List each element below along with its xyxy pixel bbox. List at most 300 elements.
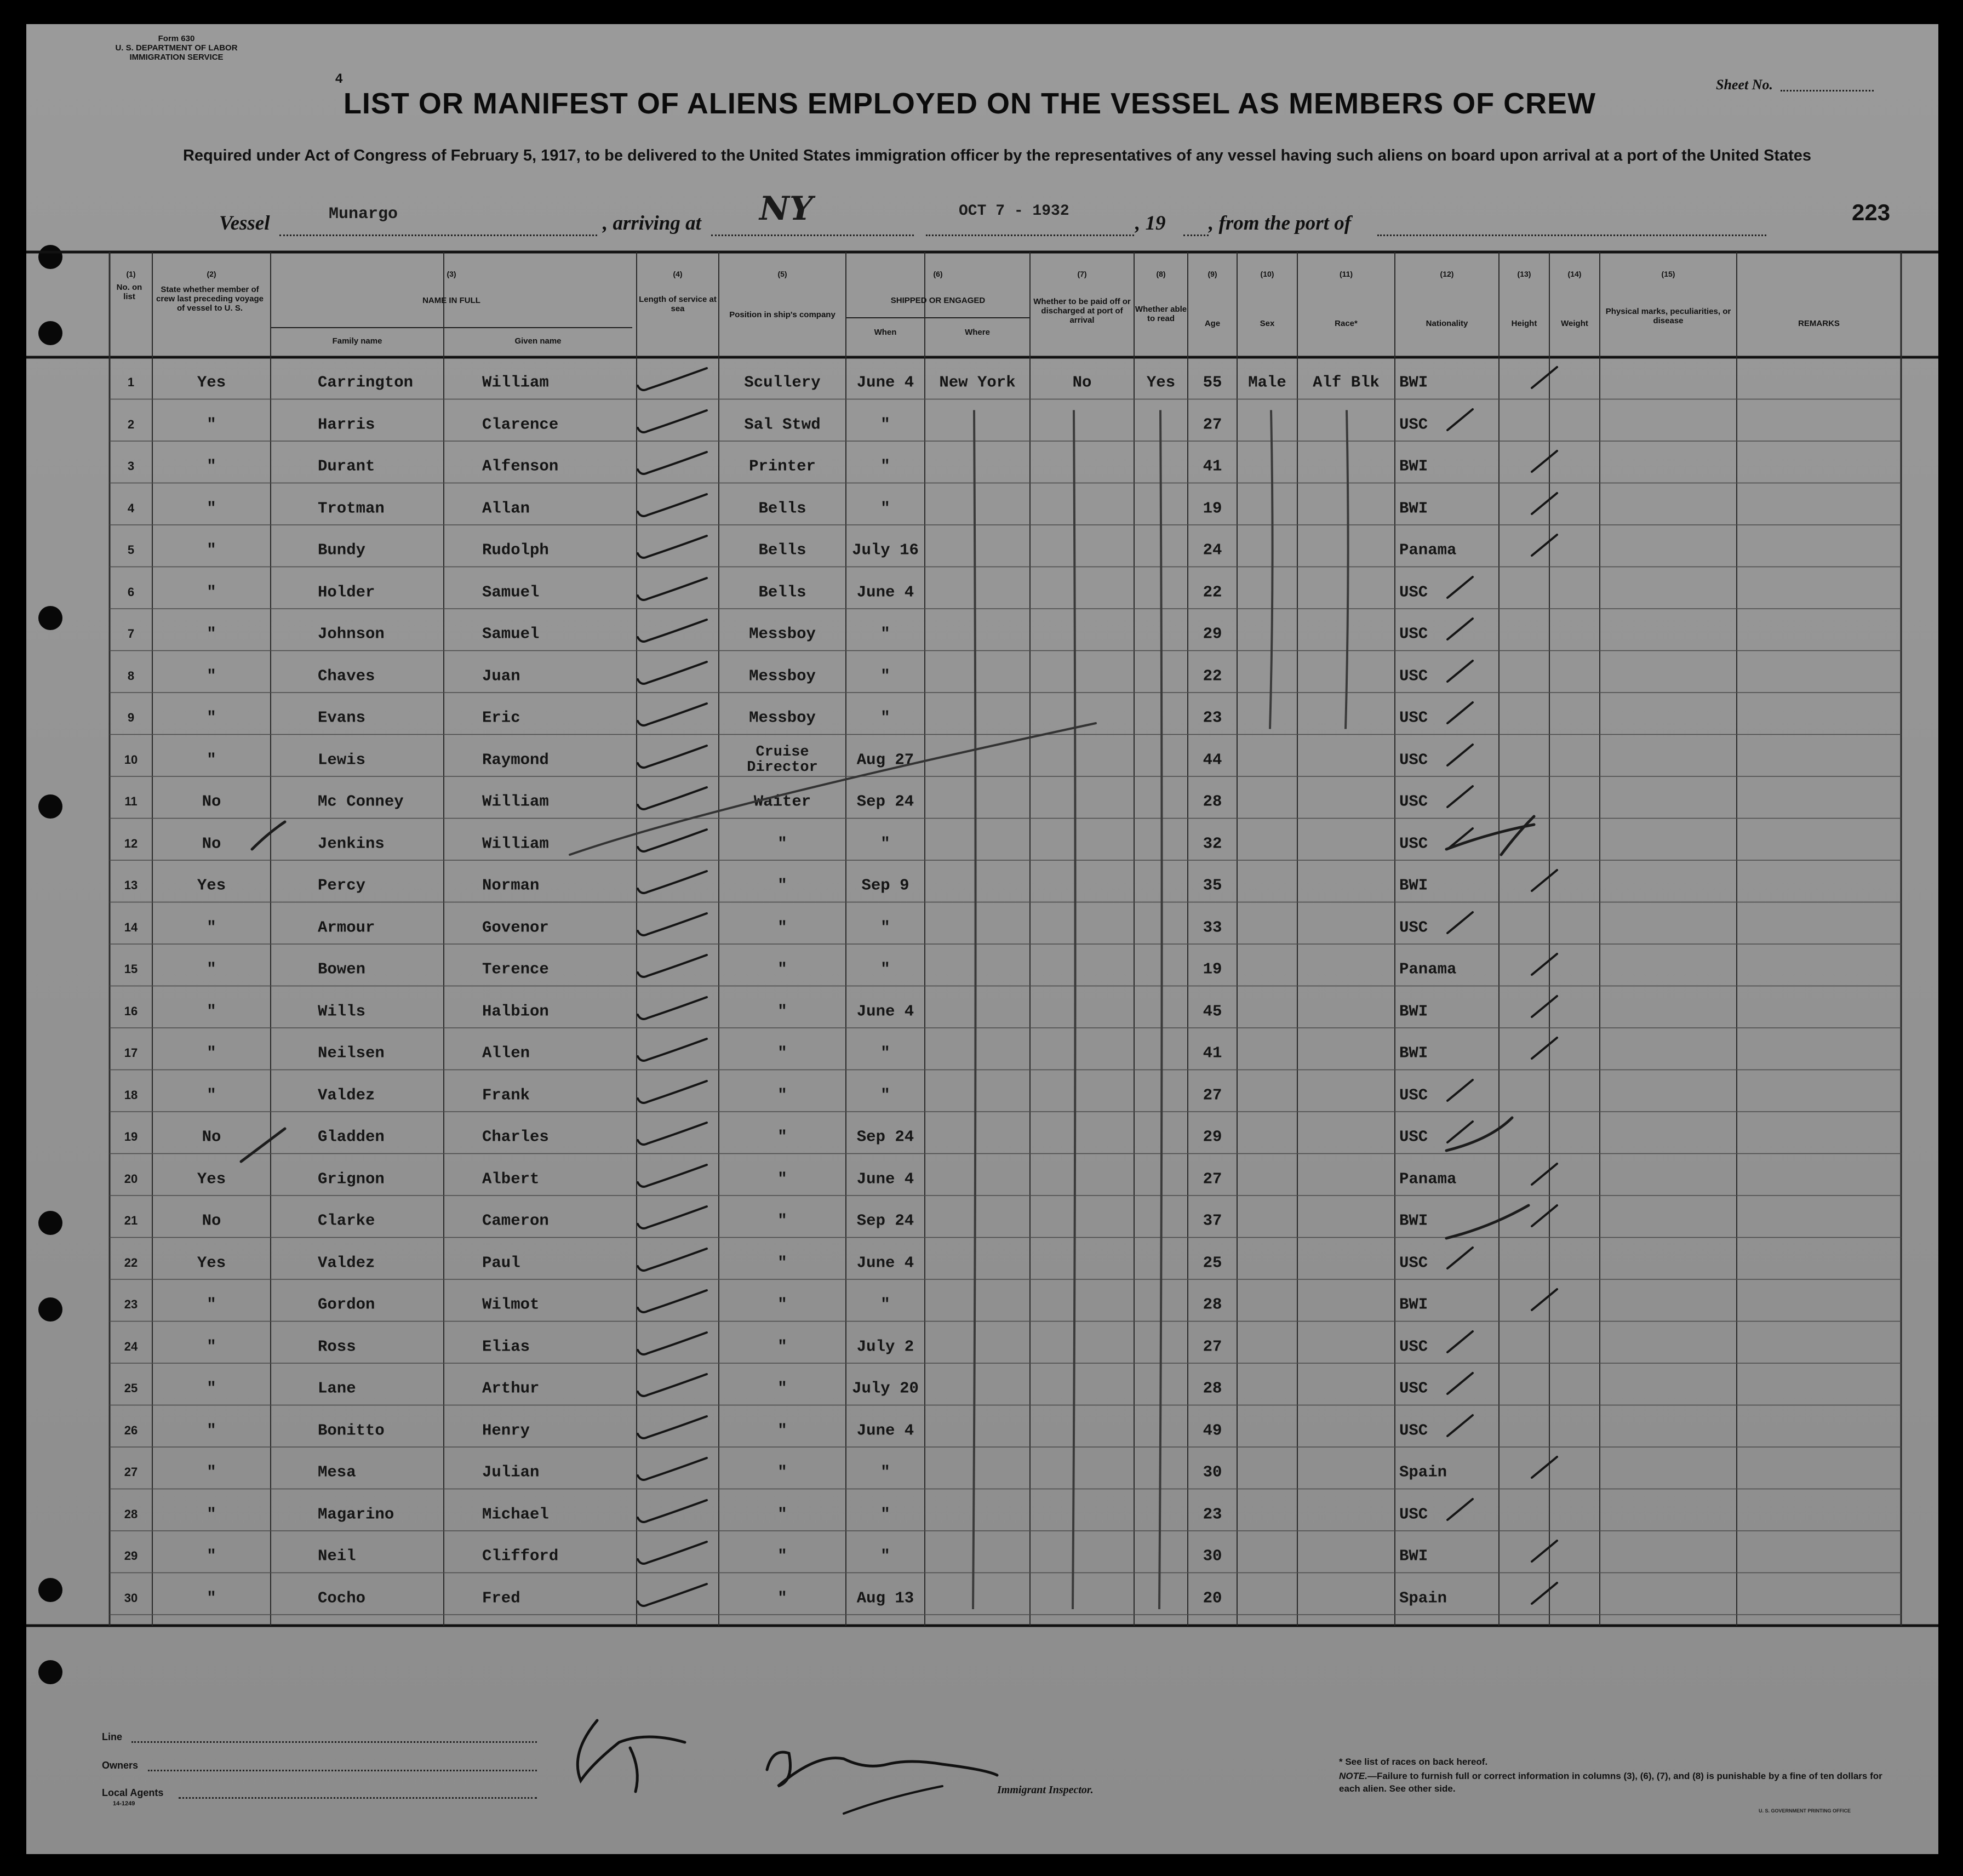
pencil-stroke	[1501, 816, 1534, 855]
cell-previous-voyage: "	[207, 1086, 216, 1105]
header-length-of-service: Length of service at sea	[639, 295, 717, 313]
cell-position: Bells	[758, 583, 806, 602]
cell-row-number: 18	[124, 1088, 138, 1102]
header-weight: Weight	[1561, 319, 1588, 328]
cell-previous-voyage: Yes	[197, 1170, 226, 1188]
header-height: Height	[1511, 319, 1537, 328]
immigrant-inspector-label: Immigrant Inspector.	[997, 1784, 1094, 1796]
cell-family-name: Holder	[318, 583, 375, 602]
cell-age: 27	[1203, 1086, 1222, 1105]
header-position: Position in ship's company	[729, 310, 835, 319]
cell-position: "	[777, 1589, 787, 1608]
penalty-note	[1339, 1770, 1887, 1795]
note-body: —Failure to furnish full or correct information in columns (3), (6), (7), and (8) is punishable by a fine of ten dollars for each alien. See other side.	[1339, 1771, 1882, 1794]
cell-given-name: Julian	[482, 1463, 540, 1482]
cell-age: 29	[1203, 1128, 1222, 1146]
header-when: When	[874, 328, 897, 337]
cell-nationality: Panama	[1399, 1170, 1457, 1188]
cell-shipped-when: July 2	[856, 1337, 914, 1356]
cell-previous-voyage: "	[207, 1463, 216, 1482]
cell-given-name: Michael	[482, 1505, 549, 1524]
cell-row-number: 13	[124, 878, 138, 893]
cell-shipped-when: June 4	[856, 1254, 914, 1272]
cell-sex: Male	[1248, 373, 1286, 392]
cell-previous-voyage: "	[207, 415, 216, 434]
cell-given-name: Paul	[482, 1254, 520, 1272]
arriving-label: , arriving at	[603, 212, 701, 234]
cell-nationality: BWI	[1399, 876, 1428, 895]
cell-position: Messboy	[749, 667, 816, 685]
corner-mark: 4	[335, 71, 343, 86]
header-race: Race*	[1335, 319, 1358, 328]
column-number: (1)	[126, 270, 136, 278]
cell-given-name: Eric	[482, 708, 520, 727]
cell-given-name: Halbion	[482, 1002, 549, 1021]
cell-previous-voyage: "	[207, 1421, 216, 1440]
cell-nationality: USC	[1399, 625, 1428, 643]
column-number: (14)	[1567, 270, 1582, 278]
cell-position: "	[777, 1379, 787, 1398]
cell-family-name: Wills	[318, 1002, 366, 1021]
cell-shipped-when: June 4	[856, 373, 914, 392]
cell-given-name: William	[482, 834, 549, 853]
inspector-signature	[559, 1688, 1052, 1819]
cell-position: "	[777, 1044, 787, 1062]
cell-family-name: Percy	[318, 876, 366, 895]
cell-shipped-when: "	[880, 1044, 890, 1062]
cell-age: 27	[1203, 415, 1222, 434]
footer-form-code: 14-1249	[113, 1800, 135, 1807]
cell-given-name: Frank	[482, 1086, 530, 1105]
cell-row-number: 15	[124, 962, 138, 976]
document-title: LIST OR MANIFEST OF ALIENS EMPLOYED ON THE VESSEL AS MEMBERS OF CREW	[343, 87, 1596, 120]
cell-given-name: Norman	[482, 876, 540, 895]
cell-family-name: Trotman	[318, 499, 385, 518]
cell-nationality: USC	[1399, 1337, 1428, 1356]
cell-previous-voyage: Yes	[197, 373, 226, 392]
cell-previous-voyage: "	[207, 625, 216, 643]
column-number: (3)	[447, 270, 456, 278]
cell-age: 33	[1203, 918, 1222, 937]
cell-age: 35	[1203, 876, 1222, 895]
cell-position: "	[777, 1254, 787, 1272]
cell-row-number: 29	[124, 1549, 138, 1563]
pencil-stroke	[570, 723, 1096, 855]
pencil-stroke	[252, 822, 285, 849]
footer-line-label: Line	[102, 1731, 123, 1742]
cell-nationality: USC	[1399, 708, 1428, 727]
cell-row-number: 26	[124, 1423, 138, 1437]
cell-family-name: Lewis	[318, 751, 366, 769]
cell-age: 22	[1203, 583, 1222, 602]
cell-given-name: Elias	[482, 1337, 530, 1356]
date-stamp: OCT 7 - 1932	[959, 203, 1069, 220]
form-reference: Form 630 U. S. DEPARTMENT OF LABOR IMMIGRATION SERVICE	[115, 34, 238, 62]
cell-row-number: 28	[124, 1507, 138, 1521]
header-family-name: Family name	[332, 336, 382, 346]
page-number: 223	[1852, 199, 1891, 225]
cell-row-number: 19	[124, 1130, 138, 1144]
cell-row-number: 12	[124, 836, 138, 850]
cell-row-number: 23	[124, 1297, 138, 1312]
header-able-to-read: Whether able to read	[1135, 305, 1187, 323]
cell-given-name: William	[482, 373, 549, 392]
cell-age: 29	[1203, 625, 1222, 643]
cell-shipped-when: Sep 24	[856, 792, 914, 811]
cell-position: Bells	[758, 541, 806, 559]
cell-age: 27	[1203, 1170, 1222, 1188]
cell-age: 41	[1203, 1044, 1222, 1062]
cell-shipped-when: "	[880, 918, 890, 937]
cell-previous-voyage: Yes	[197, 1254, 226, 1272]
cell-family-name: Harris	[318, 415, 375, 434]
cell-shipped-when: June 4	[856, 1002, 914, 1021]
column-number: (10)	[1260, 270, 1274, 278]
cell-shipped-when: "	[880, 1547, 890, 1565]
from-port-label: , from the port of	[1209, 212, 1352, 234]
cell-position: "	[777, 1337, 787, 1356]
cell-age: 55	[1203, 373, 1222, 392]
cell-position: Waiter	[753, 792, 811, 811]
cell-age: 49	[1203, 1421, 1222, 1440]
cell-previous-voyage: "	[207, 918, 216, 937]
cell-previous-voyage: "	[207, 1295, 216, 1314]
pencil-stroke	[1446, 1118, 1512, 1151]
cell-previous-voyage: "	[207, 1547, 216, 1565]
cell-previous-voyage: "	[207, 1337, 216, 1356]
column-number: (7)	[1077, 270, 1087, 278]
cell-family-name: Johnson	[318, 625, 385, 643]
cell-row-number: 25	[124, 1381, 138, 1395]
cell-row-number: 5	[127, 543, 135, 557]
cell-given-name: Samuel	[482, 583, 540, 602]
cell-shipped-when: "	[880, 1086, 890, 1105]
cell-position: "	[777, 1211, 787, 1230]
cell-position: "	[777, 1547, 787, 1565]
header-age: Age	[1204, 319, 1221, 328]
header-given-name: Given name	[514, 336, 562, 346]
cell-row-number: 2	[127, 417, 135, 431]
header-state-whether: State whether member of crew last preceding voyage of vessel to U. S.	[156, 285, 264, 313]
column-number: (9)	[1207, 270, 1217, 278]
cell-row-number: 4	[127, 501, 135, 515]
column-number: (4)	[673, 270, 683, 278]
cell-nationality: BWI	[1399, 1002, 1428, 1021]
cell-given-name: Raymond	[482, 751, 549, 769]
cell-nationality: Spain	[1399, 1589, 1447, 1608]
cell-position: Messboy	[749, 708, 816, 727]
cell-nationality: USC	[1399, 1421, 1428, 1440]
cell-age: 28	[1203, 1295, 1222, 1314]
cell-family-name: Armour	[318, 918, 375, 937]
cell-shipped-when: "	[880, 708, 890, 727]
cell-nationality: USC	[1399, 667, 1428, 685]
cell-family-name: Carrington	[318, 373, 414, 392]
cell-age: 24	[1203, 541, 1222, 559]
cell-nationality: USC	[1399, 1128, 1428, 1146]
cell-age: 23	[1203, 1505, 1222, 1524]
cell-previous-voyage: Yes	[197, 876, 226, 895]
cell-family-name: Ross	[318, 1337, 356, 1356]
cell-row-number: 27	[124, 1465, 138, 1479]
cell-race: Alf Blk	[1313, 373, 1380, 392]
cell-shipped-when: "	[880, 415, 890, 434]
cell-row-number: 16	[124, 1004, 138, 1018]
cell-given-name: Cameron	[482, 1211, 549, 1230]
cell-shipped-when: Aug 27	[856, 751, 914, 769]
cell-shipped-when: July 16	[852, 541, 919, 559]
cell-nationality: USC	[1399, 792, 1428, 811]
cell-family-name: Grignon	[318, 1170, 385, 1188]
header-name-in-full: NAME IN FULL	[422, 296, 480, 305]
cell-nationality: BWI	[1399, 1211, 1428, 1230]
cell-nationality: BWI	[1399, 373, 1428, 392]
cell-paid-off: No	[1072, 373, 1092, 392]
header-no-on-list: No. on list	[116, 283, 142, 301]
cell-shipped-when: Sep 9	[861, 876, 909, 895]
cell-family-name: Bundy	[318, 541, 366, 559]
column-number: (15)	[1661, 270, 1675, 278]
cell-previous-voyage: "	[207, 457, 216, 476]
cell-given-name: William	[482, 792, 549, 811]
cell-age: 27	[1203, 1337, 1222, 1356]
cell-nationality: Panama	[1399, 541, 1457, 559]
cell-position: Sal Stwd	[744, 415, 821, 434]
cell-row-number: 9	[127, 711, 135, 725]
cell-family-name: Lane	[318, 1379, 356, 1398]
cell-previous-voyage: No	[202, 1128, 221, 1146]
note-label: NOTE.	[1339, 1771, 1367, 1781]
sheet-number-label: Sheet No.	[1716, 77, 1773, 93]
cell-position: "	[777, 1295, 787, 1314]
cell-position: Cruise Director	[747, 743, 818, 776]
cell-age: 37	[1203, 1211, 1222, 1230]
cell-age: 22	[1203, 667, 1222, 685]
cell-nationality: USC	[1399, 1379, 1428, 1398]
cell-shipped-where: New York	[939, 373, 1016, 392]
cell-previous-voyage: "	[207, 1379, 216, 1398]
cell-position: "	[777, 876, 787, 895]
cell-previous-voyage: No	[202, 1211, 221, 1230]
cell-family-name: Chaves	[318, 667, 375, 685]
cell-position: "	[777, 918, 787, 937]
cell-row-number: 20	[124, 1171, 138, 1186]
cell-nationality: BWI	[1399, 457, 1428, 476]
cell-family-name: Cocho	[318, 1589, 366, 1608]
cell-nationality: Spain	[1399, 1463, 1447, 1482]
cell-age: 41	[1203, 457, 1222, 476]
footer-line-dots	[131, 1741, 537, 1743]
cell-given-name: Rudolph	[482, 541, 549, 559]
cell-given-name: Samuel	[482, 625, 540, 643]
cell-row-number: 7	[127, 627, 135, 641]
cell-family-name: Bowen	[318, 960, 366, 979]
cell-previous-voyage: "	[207, 667, 216, 685]
cell-shipped-when: June 4	[856, 1421, 914, 1440]
cell-position: "	[777, 1128, 787, 1146]
cell-shipped-when: "	[880, 1463, 890, 1482]
races-note: * See list of races on back hereof.	[1339, 1757, 1488, 1767]
cell-previous-voyage: "	[207, 960, 216, 979]
year-label: , 19	[1135, 212, 1166, 234]
column-number: (13)	[1517, 270, 1531, 278]
cell-given-name: Albert	[482, 1170, 540, 1188]
cell-given-name: Govenor	[482, 918, 549, 937]
cell-position: "	[777, 1086, 787, 1105]
cell-given-name: Clifford	[482, 1547, 559, 1565]
cell-shipped-when: "	[880, 499, 890, 518]
column-number: (11)	[1339, 270, 1353, 278]
cell-given-name: Henry	[482, 1421, 530, 1440]
cell-age: 19	[1203, 960, 1222, 979]
cell-shipped-when: June 4	[856, 583, 914, 602]
cell-age: 23	[1203, 708, 1222, 727]
cell-row-number: 3	[127, 459, 135, 473]
header-remarks: REMARKS	[1798, 319, 1840, 328]
cell-shipped-when: Sep 24	[856, 1128, 914, 1146]
column-number: (12)	[1440, 270, 1454, 278]
arriving-port-handwritten: NY	[759, 190, 813, 228]
cell-nationality: BWI	[1399, 1044, 1428, 1062]
cell-age: 20	[1203, 1589, 1222, 1608]
cell-previous-voyage: "	[207, 1589, 216, 1608]
header-paid-off: Whether to be paid off or discharged at port of arrival	[1033, 297, 1131, 325]
cell-given-name: Clarence	[482, 415, 559, 434]
cell-nationality: USC	[1399, 751, 1428, 769]
cell-age: 30	[1203, 1547, 1222, 1565]
cell-family-name: Valdez	[318, 1254, 375, 1272]
cell-shipped-when: "	[880, 667, 890, 685]
cell-position: "	[777, 1421, 787, 1440]
cell-age: 45	[1203, 1002, 1222, 1021]
cell-nationality: BWI	[1399, 1547, 1428, 1565]
cell-family-name: Mesa	[318, 1463, 356, 1482]
cell-row-number: 11	[124, 794, 138, 809]
cell-age: 30	[1203, 1463, 1222, 1482]
pencil-stroke	[241, 1129, 285, 1162]
cell-previous-voyage: "	[207, 499, 216, 518]
printer-credit: U. S. GOVERNMENT PRINTING OFFICE	[1759, 1808, 1851, 1814]
header-sex: Sex	[1260, 319, 1275, 328]
cell-shipped-when: Sep 24	[856, 1211, 914, 1230]
cell-given-name: Allen	[482, 1044, 530, 1062]
cell-row-number: 1	[127, 375, 135, 390]
cell-family-name: Neilsen	[318, 1044, 385, 1062]
cell-family-name: Neil	[318, 1547, 356, 1565]
cell-given-name: Fred	[482, 1589, 520, 1608]
cell-family-name: Valdez	[318, 1086, 375, 1105]
cell-previous-voyage: "	[207, 541, 216, 559]
cell-given-name: Terence	[482, 960, 549, 979]
cell-previous-voyage: "	[207, 751, 216, 769]
document-subtitle: Required under Act of Congress of February 5, 1917, to be delivered to the United States immigration officer by the representatives of any vessel having such aliens on board upon arrival at a port of the United States	[182, 147, 1812, 164]
vessel-label: Vessel	[219, 212, 270, 234]
cell-given-name: Allan	[482, 499, 530, 518]
cell-position: "	[777, 1002, 787, 1021]
column-number: (8)	[1156, 270, 1166, 278]
cell-family-name: Magarino	[318, 1505, 394, 1524]
cell-position: "	[777, 960, 787, 979]
cell-age: 19	[1203, 499, 1222, 518]
cell-shipped-when: "	[880, 625, 890, 643]
cell-given-name: Arthur	[482, 1379, 540, 1398]
cell-shipped-when: "	[880, 960, 890, 979]
cell-nationality: BWI	[1399, 499, 1428, 518]
cell-position: Messboy	[749, 625, 816, 643]
cell-row-number: 17	[124, 1046, 138, 1060]
cell-previous-voyage: No	[202, 834, 221, 853]
cell-position: Bells	[758, 499, 806, 518]
cell-position: "	[777, 834, 787, 853]
cell-nationality: USC	[1399, 415, 1428, 434]
cell-position: "	[777, 1505, 787, 1524]
cell-family-name: Gordon	[318, 1295, 375, 1314]
cell-shipped-when: July 20	[852, 1379, 919, 1398]
cell-shipped-when: "	[880, 834, 890, 853]
footer-owners-dots	[148, 1770, 537, 1771]
column-number: (5)	[777, 270, 787, 278]
header-shipped-engaged: SHIPPED OR ENGAGED	[890, 296, 986, 305]
cell-position: "	[777, 1463, 787, 1482]
cell-given-name: Alfenson	[482, 457, 559, 476]
cell-family-name: Durant	[318, 457, 375, 476]
cell-previous-voyage: "	[207, 1505, 216, 1524]
footer-owners-label: Owners	[102, 1760, 139, 1771]
pencil-stroke	[1446, 825, 1534, 849]
cell-previous-voyage: "	[207, 583, 216, 602]
cell-able-to-read: Yes	[1146, 373, 1176, 392]
cell-position: "	[777, 1170, 787, 1188]
cell-nationality: USC	[1399, 583, 1428, 602]
cell-nationality: BWI	[1399, 1295, 1428, 1314]
cell-shipped-when: June 4	[856, 1170, 914, 1188]
footer-local-agents-label: Local Agents	[102, 1787, 164, 1798]
cell-row-number: 14	[124, 920, 138, 934]
cell-age: 44	[1203, 751, 1222, 769]
cell-shipped-when: "	[880, 457, 890, 476]
vessel-name: Munargo	[329, 205, 398, 224]
cell-family-name: Jenkins	[318, 834, 385, 853]
cell-previous-voyage: "	[207, 1044, 216, 1062]
cell-nationality: Panama	[1399, 960, 1457, 979]
cell-shipped-when: "	[880, 1295, 890, 1314]
header-nationality: Nationality	[1426, 319, 1468, 328]
cell-previous-voyage: No	[202, 792, 221, 811]
cell-family-name: Gladden	[318, 1128, 385, 1146]
cell-family-name: Mc Conney	[318, 792, 404, 811]
cell-nationality: USC	[1399, 834, 1428, 853]
cell-row-number: 8	[127, 668, 135, 683]
cell-given-name: Charles	[482, 1128, 549, 1146]
column-number: (2)	[207, 270, 216, 278]
pencil-stroke	[1446, 1205, 1529, 1238]
cell-row-number: 30	[124, 1591, 138, 1605]
cell-previous-voyage: "	[207, 708, 216, 727]
header-physical-marks: Physical marks, peculiarities, or disease	[1605, 307, 1731, 325]
cell-given-name: Juan	[482, 667, 520, 685]
cell-nationality: USC	[1399, 1505, 1428, 1524]
cell-family-name: Bonitto	[318, 1421, 385, 1440]
cell-position: Scullery	[744, 373, 821, 392]
cell-previous-voyage: "	[207, 1002, 216, 1021]
cell-shipped-when: Aug 13	[856, 1589, 914, 1608]
cell-age: 28	[1203, 1379, 1222, 1398]
cell-nationality: USC	[1399, 918, 1428, 937]
cell-nationality: USC	[1399, 1254, 1428, 1272]
cell-family-name: Clarke	[318, 1211, 375, 1230]
cell-age: 32	[1203, 834, 1222, 853]
cell-given-name: Wilmot	[482, 1295, 540, 1314]
